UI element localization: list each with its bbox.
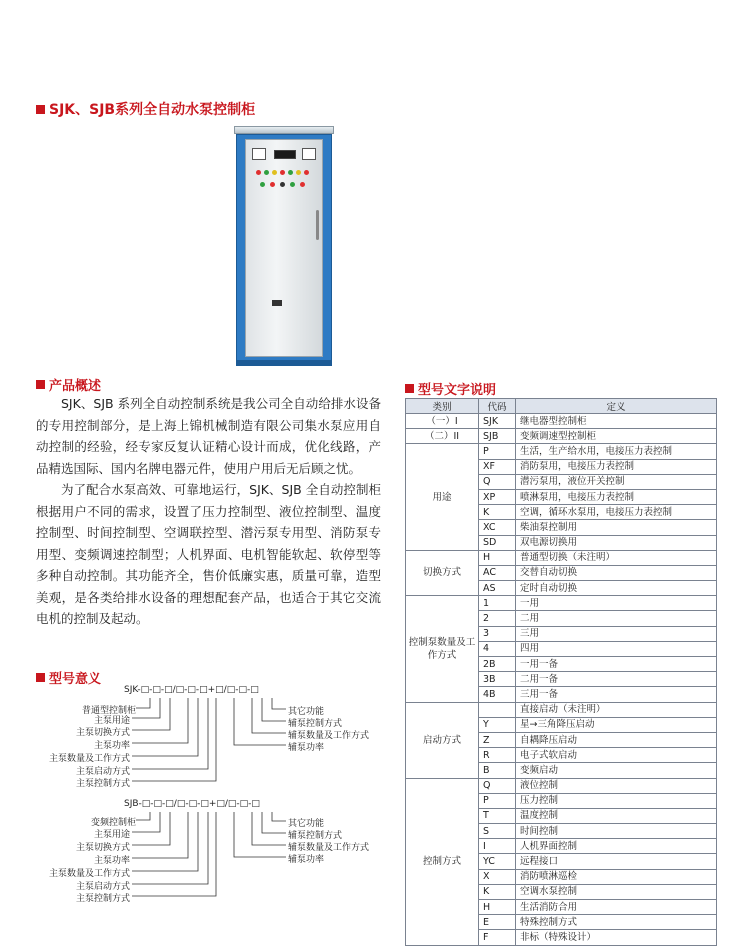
- sjk-label: 其它功能: [288, 707, 325, 717]
- table-definition-cell: 星→三角降压启动: [516, 717, 717, 732]
- table-definition-cell: 一用: [516, 596, 717, 611]
- table-definition-cell: 液位控制: [516, 778, 717, 793]
- table-code-cell: H: [479, 550, 516, 565]
- sjb-model-code: SJB-□-□-□/□-□-□+□/□-□-□: [124, 799, 260, 809]
- table-row: [406, 444, 717, 459]
- table-code-cell: AC: [479, 565, 516, 580]
- table-definition-cell: 二用一备: [516, 672, 717, 687]
- sjb-label: 主泵启动方式: [75, 882, 130, 892]
- table-category-cell: 切换方式: [406, 550, 479, 596]
- sjb-label: 辅泵功率: [288, 855, 325, 865]
- sjb-label: 主泵控制方式: [75, 894, 130, 904]
- table-definition-cell: 电子式软启动: [516, 748, 717, 763]
- table-definition-cell: 非标（特殊设计）: [516, 930, 717, 945]
- sjk-label: 主泵控制方式: [75, 779, 130, 789]
- table-definition-cell: 空调水泵控制: [516, 884, 717, 899]
- table-code-cell: H: [479, 900, 516, 915]
- sjb-label: 辅泵控制方式: [288, 831, 343, 841]
- table-definition-cell: 变频启动: [516, 763, 717, 778]
- sjk-label: 普通型控制柜: [81, 706, 136, 716]
- table-code-cell: 2: [479, 611, 516, 626]
- table-header: 代码: [479, 399, 516, 414]
- table-row: [406, 596, 717, 611]
- table-definition-cell: 自耦降压启动: [516, 732, 717, 747]
- table-code-cell: I: [479, 839, 516, 854]
- table-code-cell: 3: [479, 626, 516, 641]
- table-code-cell: S: [479, 824, 516, 839]
- table-code-cell: K: [479, 505, 516, 520]
- table-code-cell: Q: [479, 474, 516, 489]
- table-code-cell: XF: [479, 459, 516, 474]
- page-title: SJK、SJB系列全自动水泵控制柜: [36, 99, 255, 119]
- table-category-cell: 启动方式: [406, 702, 479, 778]
- table-code-cell: 3B: [479, 672, 516, 687]
- overview-paragraph: SJK、SJB 系列全自动控制系统是我公司全自动给排水设备的专用控制部分，是上海上锦机械制造有限公司集水泵应用自动控制的经验，经专家反复认证精心设计而成，优化线路，产品精选国际、国内名牌电器元件，使用户用后无后顾之忧。: [36, 396, 381, 476]
- table-definition-cell: 时间控制: [516, 824, 717, 839]
- table-row: [406, 550, 717, 565]
- table-definition-cell: 潜污泵用，液位开关控制: [516, 474, 717, 489]
- table-code-cell: XC: [479, 520, 516, 535]
- table-definition-cell: 交替自动切换: [516, 565, 717, 580]
- sjk-label: 主泵启动方式: [75, 767, 130, 777]
- table-definition-cell: 二用: [516, 611, 717, 626]
- sjb-label: 主泵功率: [93, 856, 130, 866]
- table-code-cell: AS: [479, 581, 516, 596]
- sjb-label: 主泵用途: [93, 830, 130, 840]
- table-header: 类别: [406, 399, 479, 414]
- table-definition-cell: 定时自动切换: [516, 581, 717, 596]
- sjk-label: 主泵数量及工作方式: [48, 754, 130, 764]
- table-definition-cell: 四用: [516, 641, 717, 656]
- table-code-cell: Q: [479, 778, 516, 793]
- table-code-cell: YC: [479, 854, 516, 869]
- table-code-cell: XP: [479, 489, 516, 504]
- table-code-cell: F: [479, 930, 516, 945]
- table-definition-cell: 喷淋泵用，电接压力表控制: [516, 489, 717, 504]
- table-code-cell: B: [479, 763, 516, 778]
- table-row: [406, 414, 717, 429]
- table-category-cell: （二）II: [406, 429, 479, 444]
- table-definition-cell: 远程接口: [516, 854, 717, 869]
- sjb-label: 主泵数量及工作方式: [48, 869, 130, 879]
- table-row: [406, 778, 717, 793]
- table-definition-cell: 生活，生产给水用，电接压力表控制: [516, 444, 717, 459]
- table-category-cell: 控制泵数量及工作方式: [406, 596, 479, 702]
- table-definition-cell: 人机界面控制: [516, 839, 717, 854]
- sjb-label: 主泵切换方式: [75, 843, 130, 853]
- table-definition-cell: 压力控制: [516, 793, 717, 808]
- sjk-label: 主泵功率: [93, 741, 130, 751]
- table-code-cell: P: [479, 444, 516, 459]
- sjb-label: 辅泵数量及工作方式: [288, 843, 370, 853]
- table-code-cell: 4: [479, 641, 516, 656]
- model-table: [405, 398, 717, 946]
- table-definition-cell: 生活消防合用: [516, 900, 717, 915]
- table-definition-cell: 三用一备: [516, 687, 717, 702]
- overview-paragraph: 为了配合水泵高效、可靠地运行，SJK、SJB 全自动控制柜根据用户不同的需求，设置了压力控制型、液位控制型、温度控制型、时间控制型、空调联控型、潜污泵专用型、消防泵专用型、变频调速控制型；人机界面、电机智能软起、软停型等多种自动控制。其功能齐全，售价低廉实惠，质量可靠，造型美观，是各类给排水设备的理想配套产品，也适合于其它交流电机的控制及起动。: [36, 482, 381, 626]
- table-category-cell: 控制方式: [406, 778, 479, 945]
- table-header: 定义: [516, 399, 717, 414]
- table-code-cell: 4B: [479, 687, 516, 702]
- sjk-label: 辅泵控制方式: [288, 719, 343, 729]
- table-row: [406, 429, 717, 444]
- table-definition-cell: 消防泵用，电接压力表控制: [516, 459, 717, 474]
- table-code-cell: SJK: [479, 414, 516, 429]
- table-code-cell: X: [479, 869, 516, 884]
- table-code-cell: R: [479, 748, 516, 763]
- model-table-title: 型号文字说明: [405, 379, 496, 398]
- table-definition-cell: 一用一备: [516, 657, 717, 672]
- table-code-cell: Z: [479, 732, 516, 747]
- table-definition-cell: 普通型切换（未注明）: [516, 550, 717, 565]
- title-square-icon: [405, 384, 414, 393]
- table-definition-cell: 直接启动（未注明）: [516, 702, 717, 717]
- table-row: [406, 702, 717, 717]
- sjk-label: 主泵切换方式: [75, 728, 130, 738]
- table-category-cell: （一）I: [406, 414, 479, 429]
- table-definition-cell: 空调，循环水泵用，电接压力表控制: [516, 505, 717, 520]
- table-definition-cell: 温度控制: [516, 808, 717, 823]
- model-meaning-title: 型号意义: [36, 668, 101, 687]
- table-definition-cell: 三用: [516, 626, 717, 641]
- table-definition-cell: 消防喷淋巡检: [516, 869, 717, 884]
- overview-title: 产品概述: [36, 375, 101, 394]
- table-code-cell: P: [479, 793, 516, 808]
- table-code-cell: K: [479, 884, 516, 899]
- table-code-cell: SD: [479, 535, 516, 550]
- table-code-cell: T: [479, 808, 516, 823]
- table-code-cell: 1: [479, 596, 516, 611]
- sjb-label: 变频控制柜: [90, 818, 136, 828]
- table-code-cell: E: [479, 915, 516, 930]
- sjk-model-code: SJK-□-□-□/□-□-□+□/□-□-□: [124, 685, 259, 695]
- table-code-cell: [479, 702, 516, 717]
- sjb-label: 其它功能: [288, 819, 325, 829]
- table-definition-cell: 变频调速型控制柜: [516, 429, 717, 444]
- table-definition-cell: 柴油泵控制用: [516, 520, 717, 535]
- sjk-label: 主泵用途: [93, 716, 130, 726]
- sjk-label: 辅泵数量及工作方式: [288, 731, 370, 741]
- table-definition-cell: 双电源切换用: [516, 535, 717, 550]
- sjk-label: 辅泵功率: [288, 743, 325, 753]
- table-definition-cell: 特殊控制方式: [516, 915, 717, 930]
- table-code-cell: Y: [479, 717, 516, 732]
- table-code-cell: 2B: [479, 657, 516, 672]
- table-definition-cell: 继电器型控制柜: [516, 414, 717, 429]
- table-code-cell: SJB: [479, 429, 516, 444]
- table-category-cell: 用途: [406, 444, 479, 550]
